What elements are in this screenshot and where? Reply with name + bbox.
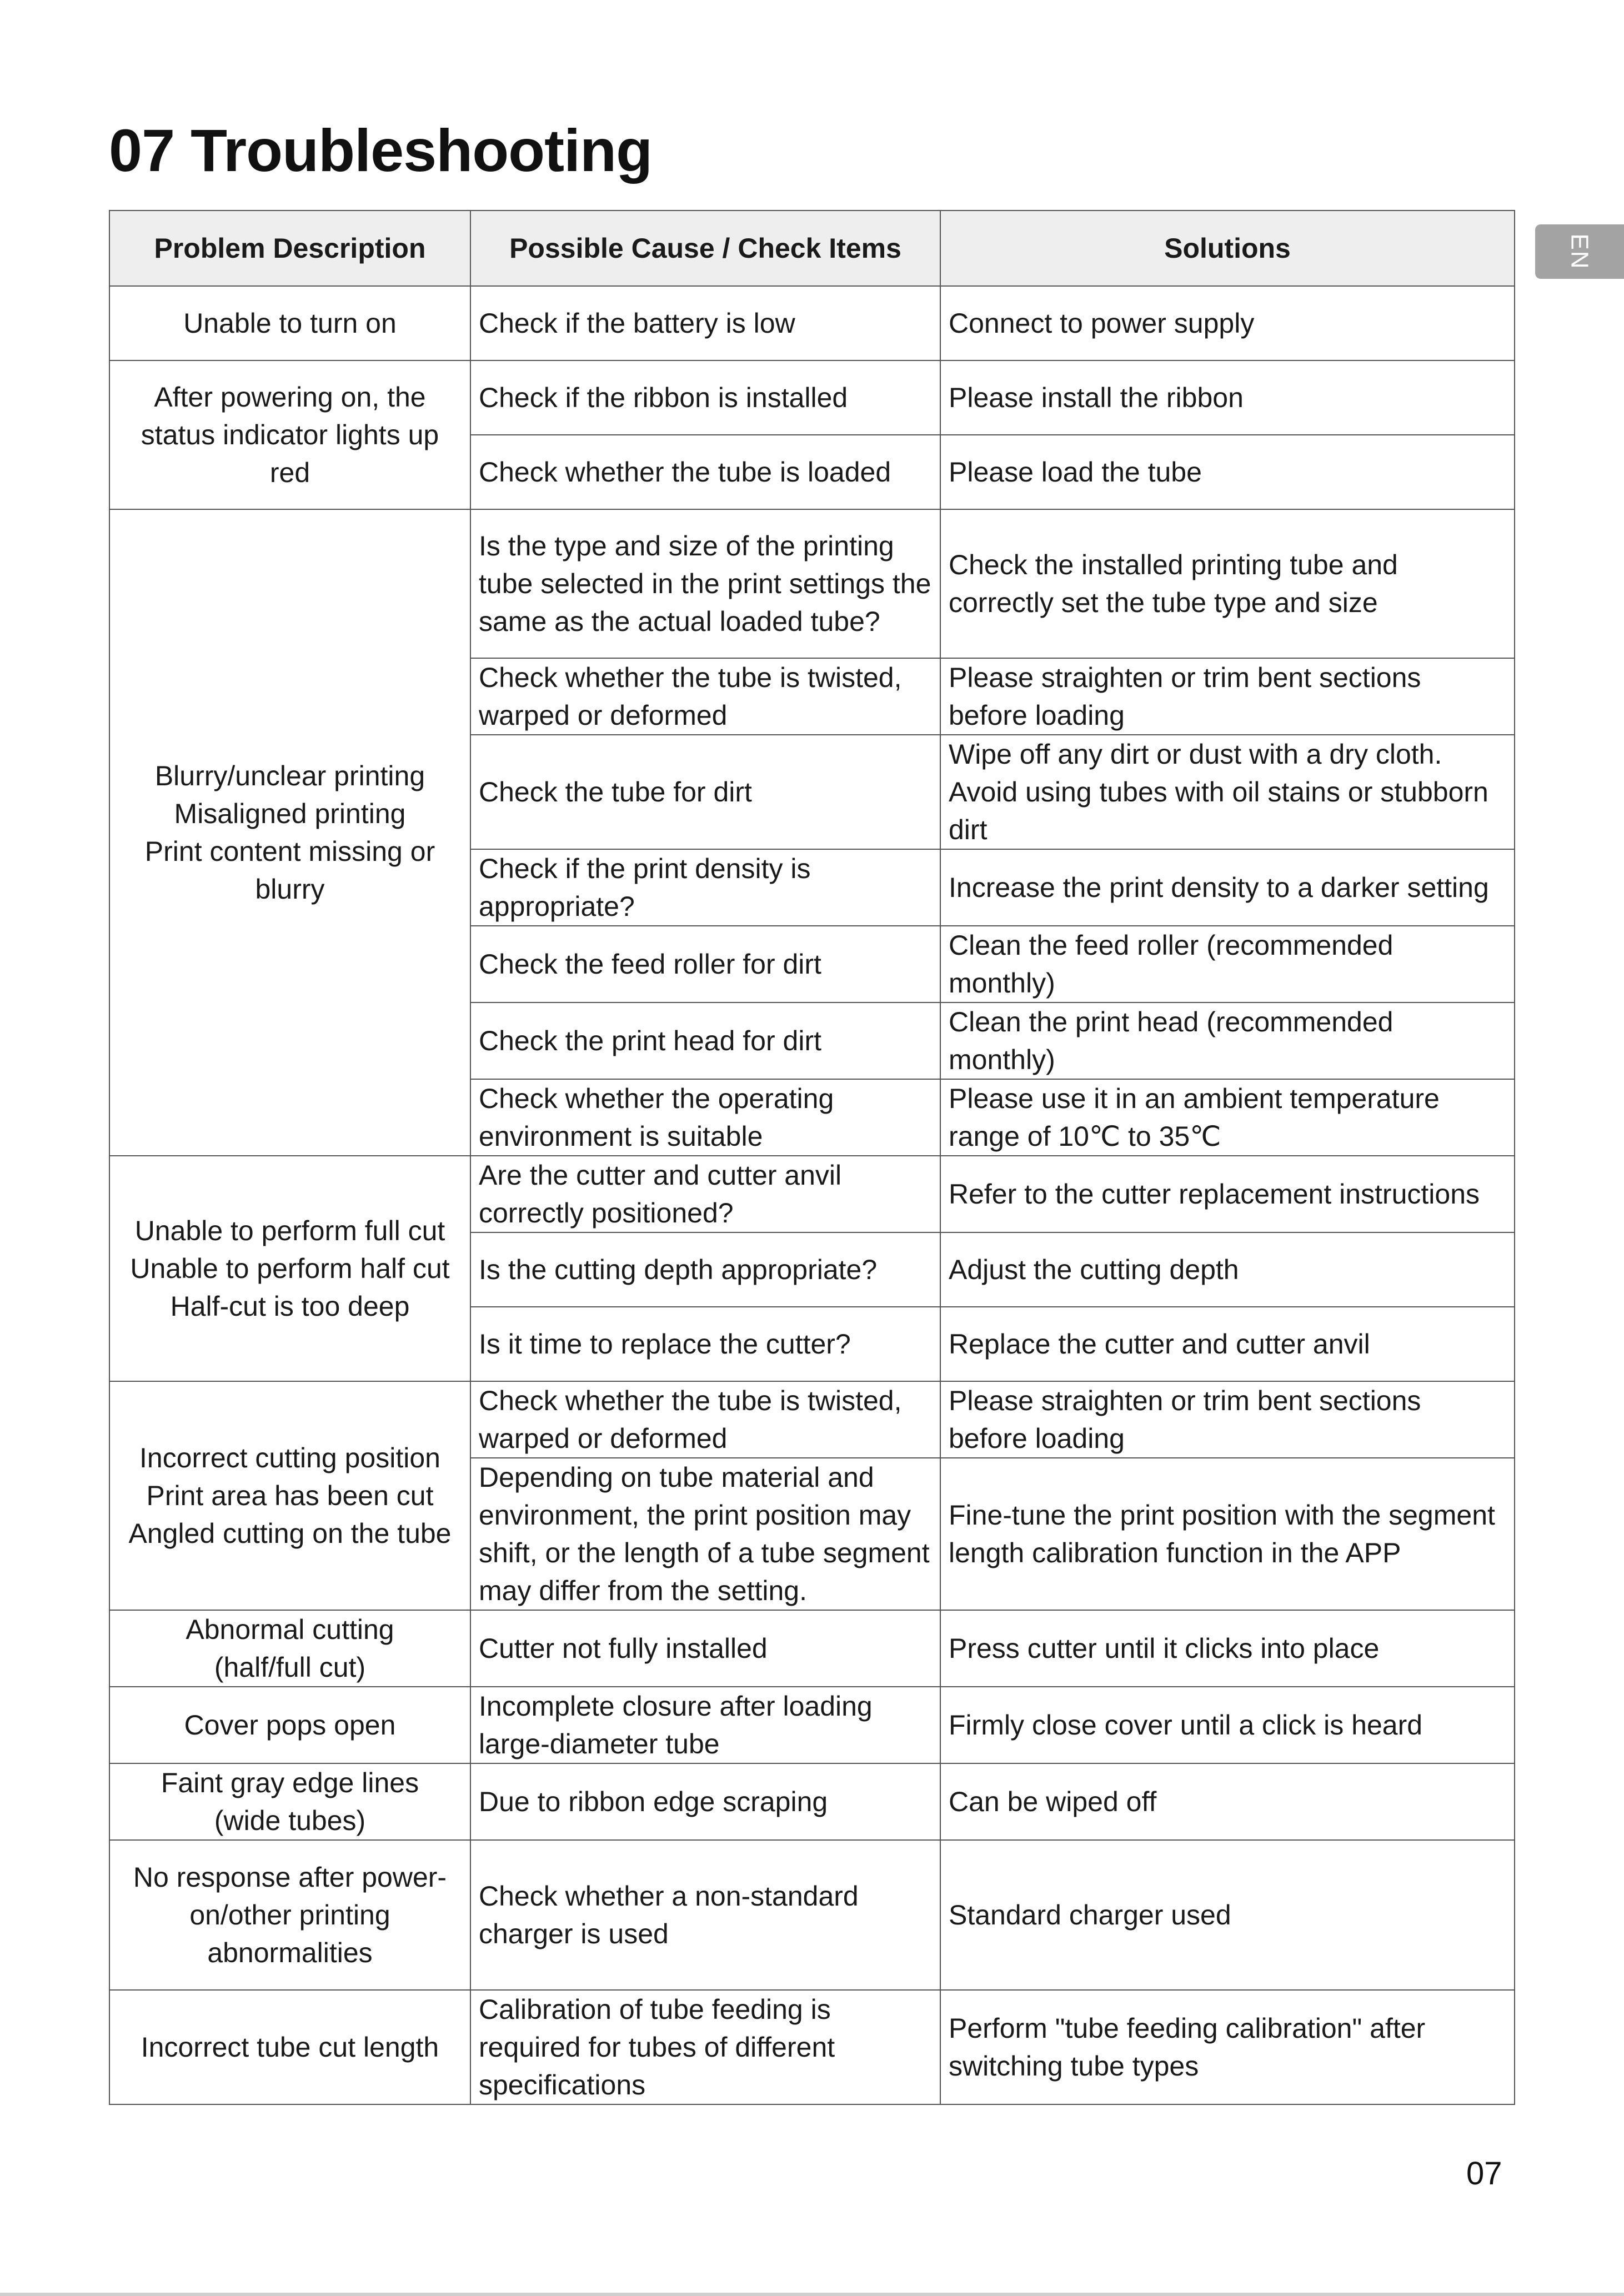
cause-cell: Check the feed roller for dirt — [470, 926, 940, 1002]
cause-cell: Is it time to replace the cutter? — [470, 1307, 940, 1381]
problem-cell: No response after power-on/other printing abnormalities — [109, 1840, 470, 1990]
solution-cell: Standard charger used — [940, 1840, 1515, 1990]
table-row — [109, 1156, 1515, 1232]
cause-cell: Check the tube for dirt — [470, 735, 940, 849]
solution-cell: Refer to the cutter replacement instructions — [940, 1156, 1515, 1232]
table-row — [109, 1990, 1515, 2104]
solution-cell: Clean the feed roller (recommended monthly) — [940, 926, 1515, 1002]
solution-cell: Check the installed printing tube and correctly set the tube type and size — [940, 509, 1515, 658]
cause-cell: Calibration of tube feeding is required for tubes of different specifications — [470, 1990, 940, 2104]
header-cause: Possible Cause / Check Items — [470, 210, 940, 286]
cause-cell: Are the cutter and cutter anvil correctly positioned? — [470, 1156, 940, 1232]
cause-cell: Check whether the operating environment is suitable — [470, 1079, 940, 1156]
solution-cell: Can be wiped off — [940, 1763, 1515, 1840]
problem-cell: Blurry/unclear printing Misaligned printing Print content missing or blurry — [109, 509, 470, 1156]
cause-cell: Incomplete closure after loading large-diameter tube — [470, 1687, 940, 1763]
header-solutions: Solutions — [940, 210, 1515, 286]
problem-cell: Incorrect tube cut length — [109, 1990, 470, 2104]
language-tab — [1535, 224, 1624, 279]
table-row — [109, 360, 1515, 435]
solution-cell: Please load the tube — [940, 435, 1515, 509]
cause-cell: Check if the ribbon is installed — [470, 360, 940, 435]
table-row — [109, 509, 1515, 658]
problem-cell: Unable to turn on — [109, 286, 470, 360]
cause-cell: Check whether the tube is twisted, warped or deformed — [470, 658, 940, 735]
page-number: 07 — [1466, 2155, 1502, 2192]
cause-cell: Check if the battery is low — [470, 286, 940, 360]
language-tab-label: EN — [1566, 233, 1593, 270]
bottom-rule — [0, 2293, 1624, 2296]
cause-cell: Is the type and size of the printing tube selected in the print settings the same as the actual loaded tube? — [470, 509, 940, 658]
problem-cell: Cover pops open — [109, 1687, 470, 1763]
troubleshooting-table — [109, 210, 1515, 2105]
table-row — [109, 286, 1515, 360]
solution-cell: Please use it in an ambient temperature range of 10℃ to 35℃ — [940, 1079, 1515, 1156]
solution-cell: Please straighten or trim bent sections before loading — [940, 658, 1515, 735]
problem-cell: Faint gray edge lines (wide tubes) — [109, 1763, 470, 1840]
cause-cell: Check whether a non-standard charger is used — [470, 1840, 940, 1990]
solution-cell: Fine-tune the print position with the segment length calibration function in the APP — [940, 1458, 1515, 1610]
table-row — [109, 1763, 1515, 1840]
page-title: 07 Troubleshooting — [109, 117, 653, 184]
problem-cell: After powering on, the status indicator lights up red — [109, 360, 470, 509]
table-row — [109, 1840, 1515, 1990]
cause-cell: Check if the print density is appropriate? — [470, 849, 940, 926]
problem-cell: Incorrect cutting position Print area has been cut Angled cutting on the tube — [109, 1381, 470, 1610]
table-row — [109, 1381, 1515, 1458]
solution-cell: Increase the print density to a darker setting — [940, 849, 1515, 926]
table-row — [109, 1687, 1515, 1763]
solution-cell: Please straighten or trim bent sections before loading — [940, 1381, 1515, 1458]
solution-cell: Perform "tube feeding calibration" after switching tube types — [940, 1990, 1515, 2104]
header-problem: Problem Description — [109, 210, 470, 286]
solution-cell: Firmly close cover until a click is heard — [940, 1687, 1515, 1763]
cause-cell: Is the cutting depth appropriate? — [470, 1232, 940, 1307]
solution-cell: Replace the cutter and cutter anvil — [940, 1307, 1515, 1381]
solution-cell: Adjust the cutting depth — [940, 1232, 1515, 1307]
table-body — [109, 286, 1515, 2104]
solution-cell: Please install the ribbon — [940, 360, 1515, 435]
table-row — [109, 1610, 1515, 1687]
problem-cell: Unable to perform full cut Unable to perform half cut Half-cut is too deep — [109, 1156, 470, 1381]
cause-cell: Check the print head for dirt — [470, 1002, 940, 1079]
cause-cell: Depending on tube material and environment, the print position may shift, or the length of a tube segment may differ from the setting. — [470, 1458, 940, 1610]
cause-cell: Check whether the tube is twisted, warped or deformed — [470, 1381, 940, 1458]
solution-cell: Clean the print head (recommended monthly) — [940, 1002, 1515, 1079]
solution-cell: Connect to power supply — [940, 286, 1515, 360]
cause-cell: Check whether the tube is loaded — [470, 435, 940, 509]
problem-cell: Abnormal cutting (half/full cut) — [109, 1610, 470, 1687]
cause-cell: Cutter not fully installed — [470, 1610, 940, 1687]
solution-cell: Wipe off any dirt or dust with a dry cloth. Avoid using tubes with oil stains or stubborn dirt — [940, 735, 1515, 849]
table-header-row — [109, 210, 1515, 286]
cause-cell: Due to ribbon edge scraping — [470, 1763, 940, 1840]
solution-cell: Press cutter until it clicks into place — [940, 1610, 1515, 1687]
